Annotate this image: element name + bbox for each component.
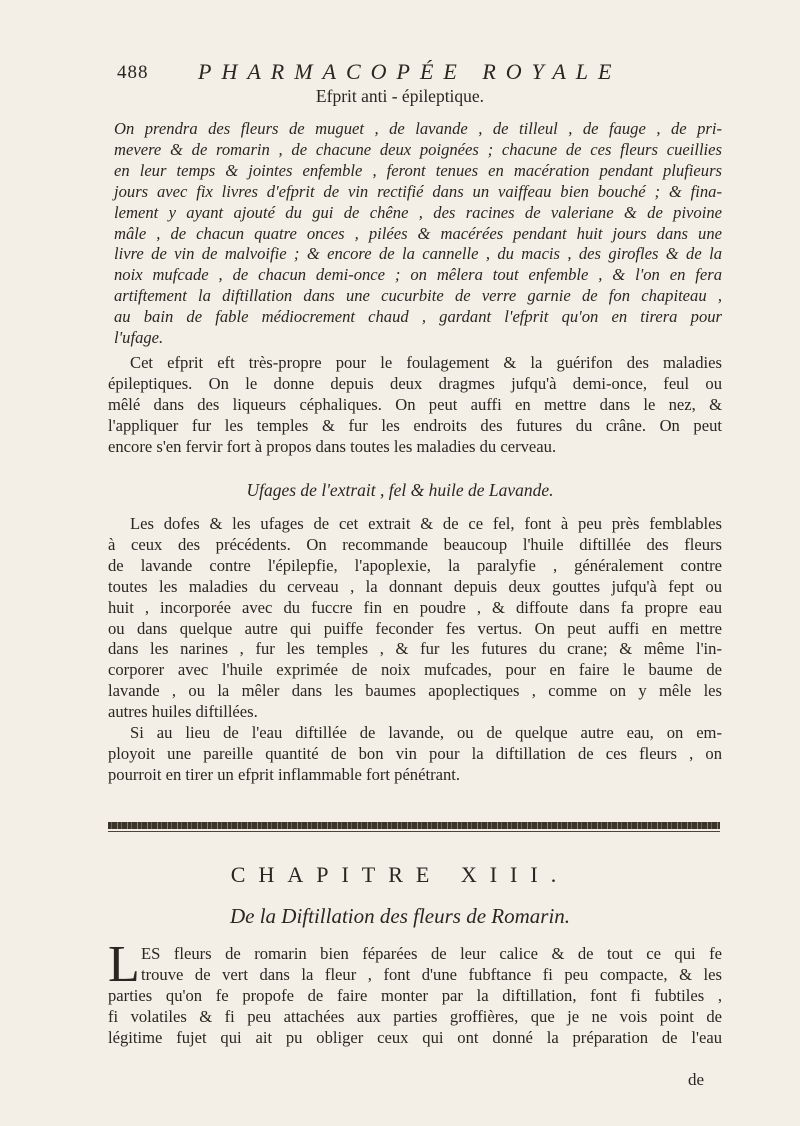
text-line: mevere & de romarin , de chacune deux poignées ; chacune de ces fleurs cueillies bbox=[114, 139, 722, 159]
text-line: ou dans quelque autre qui puiffe feconder fes vertus. On peut auffi en mettre bbox=[108, 618, 722, 638]
text-line: Si au lieu de l'eau diftillée de lavande, ou de quelque autre eau, on em- bbox=[130, 723, 722, 742]
text-line: ployoit une pareille quantité de bon vin pour la diftillation de ces fleurs , on bbox=[108, 743, 722, 763]
text-line: livre de vin de malvoifie ; & encore de la cannelle , du macis , des girofles & de la bbox=[114, 244, 722, 264]
ornamental-rule bbox=[108, 822, 720, 829]
text-line: noix mufcade , de chacun demi-once ; on mêlera tout enfemble , & l'on en fera bbox=[114, 265, 722, 285]
text-line: dans les narines , fur les temples , & fur les futures du crane; & même l'in- bbox=[108, 639, 722, 659]
text-line: lavande , ou la mêler dans les baumes apoplectiques , comme on y mêle les bbox=[108, 681, 722, 701]
text-line: à ceux des précédents. On recommande beaucoup l'huile diftillée des fleurs bbox=[108, 534, 722, 554]
text-line: toutes les maladies du cerveau , la donnant depuis deux gouttes jufqu'à fept ou bbox=[108, 576, 722, 596]
text-line: l'appliquer fur les temples & fur les endroits des futures du crâne. On peut bbox=[108, 415, 722, 435]
text-line: pourroit en tirer un efprit inflammable fort pénétrant. bbox=[108, 764, 461, 784]
text-line: en leur temps & jointes enfemble , feront tenues en macération pendant plufieurs bbox=[114, 160, 722, 180]
recipe-paragraph bbox=[114, 119, 722, 349]
text-line: parties qu'on fe propofe de faire monter par la diftillation, font fi fubtiles , bbox=[108, 986, 722, 1005]
drop-cap: L bbox=[108, 936, 140, 993]
text-line: jours avec fix livres d'efprit de vin rectifié dans un vaiffeau bien bouché ; & fina- bbox=[114, 181, 722, 201]
chapter-paragraph bbox=[108, 986, 722, 1049]
text-line: autres huiles diftillées. bbox=[108, 702, 258, 722]
text-line: huit , incorporée avec du fuccre fin en poudre , & diffoute dans fa propre eau bbox=[108, 597, 722, 617]
text-line: épileptiques. On le donne depuis deux dragmes jufqu'à demi-once, feul ou bbox=[108, 373, 722, 393]
text-line: trouve de vert dans la fleur , font d'une fubftance fi peu compacte, & les bbox=[141, 964, 722, 984]
text-line: Cet efprit eft très-propre pour le foulagement & la guérifon des maladies bbox=[130, 353, 722, 372]
text-line: mêlé dans des liqueurs céphaliques. On peut auffi en mettre dans le nez, & bbox=[108, 394, 722, 414]
lavande-paragraph-1 bbox=[108, 514, 722, 723]
catchword: de bbox=[688, 1070, 705, 1089]
text-line: corporer avec l'huile exprimée de noix mufcades, pour en faire le baume de bbox=[108, 660, 722, 680]
chapter-title: De la Diftillation des fleurs de Romarin. bbox=[229, 904, 571, 928]
text-line: fi volatiles & fi peu attachées aux parties groffières, que je ne vois point de bbox=[108, 1006, 722, 1026]
text-line: l'ufage. bbox=[114, 328, 164, 348]
text-line: mâle , de chacun quatre onces , pilées & macérées pendant huit jours dans une bbox=[114, 223, 722, 243]
chapter-heading: CHAPITRE XIII. bbox=[230, 862, 570, 887]
section-title-lavande: Ufages de l'extrait , fel & huile de Lavande. bbox=[246, 480, 554, 500]
text-line: lement y ayant ajouté du gui de chêne , des racines de valeriane & de pivoine bbox=[114, 202, 722, 222]
text-line: légitime fujet qui ait pu obliger ceux qui ont donné la préparation de l'eau bbox=[108, 1027, 722, 1047]
text-line: au bain de fable médiocrement chaud , gardant l'efprit qu'on en tirera pour bbox=[114, 307, 722, 327]
text-line: de lavande contre l'épilepfie, l'apoplexie, la paralyfie , généralement contre bbox=[108, 555, 722, 575]
running-title: PHARMACOPÉE ROYALE bbox=[198, 59, 622, 84]
chapter-opening-lines bbox=[141, 944, 722, 986]
text-line: On prendra des fleurs de muguet , de lavande , de tilleul , de fauge , de pri- bbox=[114, 119, 722, 138]
text-line: artiftement la diftillation dans une cucurbite de verre garnie de fon chapiteau , bbox=[114, 286, 722, 306]
lavande-paragraph-2 bbox=[108, 723, 722, 786]
section-title-esprit: Efprit anti - épileptique. bbox=[315, 86, 485, 106]
text-line: encore s'en fervir fort à propos dans toutes les maladies du cerveau. bbox=[108, 436, 557, 456]
text-line: Les dofes & les ufages de cet extrait & de ce fel, font à peu près femblables bbox=[130, 514, 722, 533]
usage-paragraph bbox=[108, 353, 722, 458]
text-line: ES fleurs de romarin bien féparées de leur calice & de tout ce qui fe bbox=[141, 944, 722, 963]
page-number: 488 bbox=[117, 62, 149, 83]
